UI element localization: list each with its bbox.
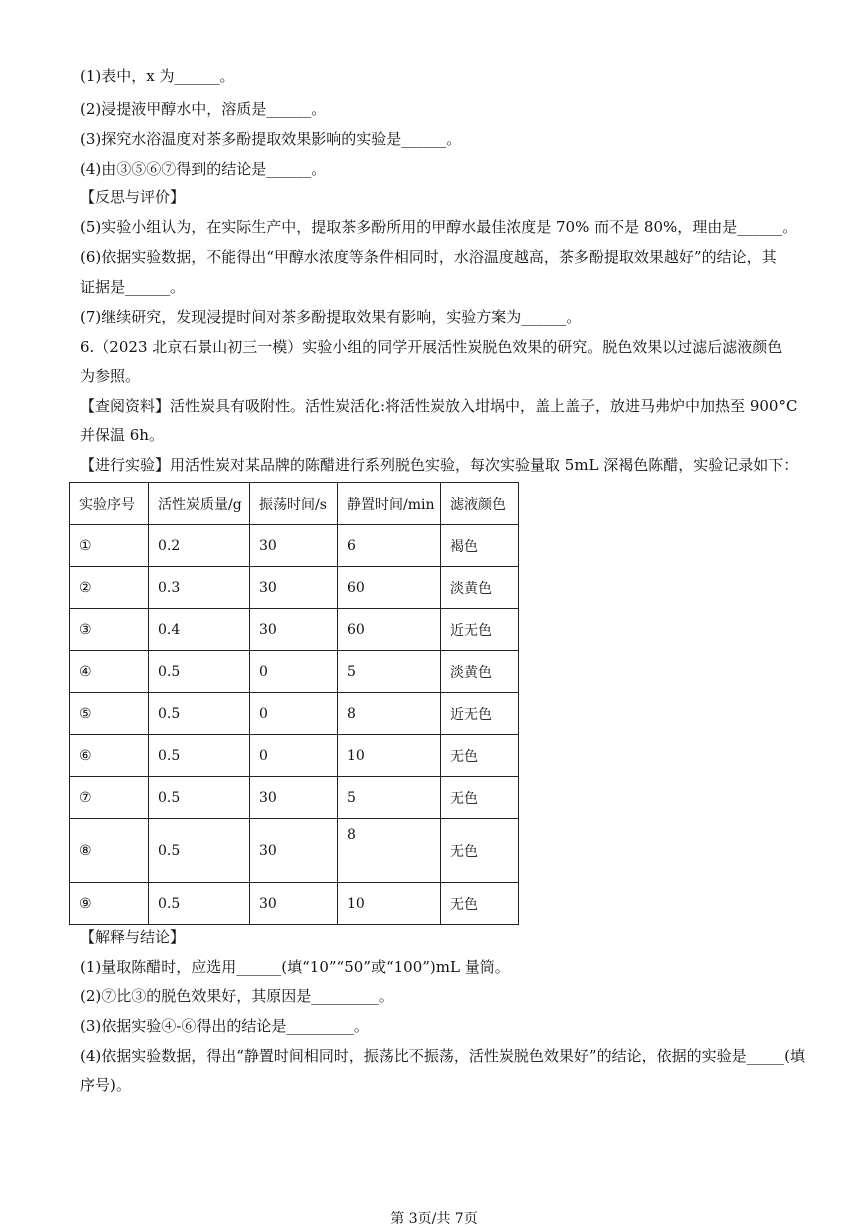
question-6-line2: 证据是______。 bbox=[80, 278, 186, 296]
table-cell: ⑤ bbox=[70, 693, 149, 735]
problem-6-line1: 6.（2023 北京石景山初三一模）实验小组的同学开展活性炭脱色效果的研究。脱色效果以过滤后滤液颜色 bbox=[80, 338, 783, 356]
table-cell: 0.5 bbox=[149, 735, 250, 777]
conclusion-3: (3)依据实验④-⑥得出的结论是_________。 bbox=[80, 1017, 369, 1035]
table-header-row bbox=[70, 483, 519, 525]
table-row bbox=[70, 525, 519, 567]
table-row bbox=[70, 567, 519, 609]
question-6-line1: (6)依据实验数据，不能得出“甲醇水浓度等条件相同时，水浴温度越高，茶多酚提取效果越好”的结论，其 bbox=[80, 248, 777, 266]
table-header-cell: 静置时间/min bbox=[338, 483, 441, 525]
table-cell: 0.5 bbox=[149, 651, 250, 693]
table-cell: ② bbox=[70, 567, 149, 609]
section-heading-conclusion: 【解释与结论】 bbox=[80, 928, 186, 946]
table-cell: ① bbox=[70, 525, 149, 567]
table-row bbox=[70, 651, 519, 693]
question-1: (1)表中，x 为______。 bbox=[80, 67, 235, 85]
table-cell: 5 bbox=[338, 777, 441, 819]
problem-6-line2: 为参照。 bbox=[80, 367, 141, 385]
table-cell: 无色 bbox=[441, 777, 519, 819]
conclusion-2: (2)⑦比③的脱色效果好，其原因是_________。 bbox=[80, 987, 394, 1005]
reference-line1: 【查阅资料】活性炭具有吸附性。活性炭活化:将活性炭放入坩埚中，盖上盖子，放进马弗炉中加热至 900°C bbox=[80, 397, 798, 415]
table-header-cell: 活性炭质量/g bbox=[149, 483, 250, 525]
question-4: (4)由③⑤⑥⑦得到的结论是______。 bbox=[80, 160, 327, 178]
table-cell: 0.3 bbox=[149, 567, 250, 609]
table-cell: ⑥ bbox=[70, 735, 149, 777]
table-cell: 近无色 bbox=[441, 609, 519, 651]
table-header-cell: 实验序号 bbox=[70, 483, 149, 525]
table-cell: 10 bbox=[338, 735, 441, 777]
question-2: (2)浸提液甲醇水中，溶质是______。 bbox=[80, 100, 327, 118]
table-row bbox=[70, 693, 519, 735]
table-cell: 6 bbox=[338, 525, 441, 567]
table-cell: 无色 bbox=[441, 735, 519, 777]
table-cell: ⑨ bbox=[70, 883, 149, 925]
table-cell: 30 bbox=[250, 525, 338, 567]
table-cell: 30 bbox=[250, 883, 338, 925]
table-cell: 5 bbox=[338, 651, 441, 693]
table-cell: 0.4 bbox=[149, 609, 250, 651]
table-cell: 10 bbox=[338, 883, 441, 925]
table-cell: 近无色 bbox=[441, 693, 519, 735]
table-cell: 30 bbox=[250, 609, 338, 651]
table-cell: 60 bbox=[338, 567, 441, 609]
table-row bbox=[70, 609, 519, 651]
table-cell: 0 bbox=[250, 735, 338, 777]
table-cell: 褐色 bbox=[441, 525, 519, 567]
question-7: (7)继续研究，发现浸提时间对茶多酚提取效果有影响，实验方案为______。 bbox=[80, 308, 582, 326]
conclusion-4-line1: (4)依据实验数据，得出“静置时间相同时，振荡比不振荡，活性炭脱色效果好”的结论，依据的实验是_____(填 bbox=[80, 1047, 805, 1065]
table-row bbox=[70, 819, 519, 883]
table-cell: 0.5 bbox=[149, 777, 250, 819]
table-cell: 0 bbox=[250, 693, 338, 735]
table-cell: 30 bbox=[250, 777, 338, 819]
table-cell: 30 bbox=[250, 567, 338, 609]
table-cell: 8 bbox=[338, 693, 441, 735]
table-cell: 0.5 bbox=[149, 883, 250, 925]
table-cell: 无色 bbox=[441, 819, 519, 883]
table-row bbox=[70, 883, 519, 925]
conclusion-1: (1)量取陈醋时，应选用______(填“10”“50”或“100”)mL 量筒。 bbox=[80, 958, 510, 976]
experiment-table bbox=[69, 482, 519, 925]
table-cell: 淡黄色 bbox=[441, 567, 519, 609]
table-cell: 8 bbox=[338, 819, 441, 883]
question-3: (3)探究水浴温度对茶多酚提取效果影响的实验是______。 bbox=[80, 130, 462, 148]
table-row bbox=[70, 777, 519, 819]
table-header-cell: 滤液颜色 bbox=[441, 483, 519, 525]
table-cell: 60 bbox=[338, 609, 441, 651]
table-cell: 0.2 bbox=[149, 525, 250, 567]
table-cell: ⑧ bbox=[70, 819, 149, 883]
table-header-cell: 振荡时间/s bbox=[250, 483, 338, 525]
experiment-intro: 【进行实验】用活性炭对某品牌的陈醋进行系列脱色实验，每次实验量取 5mL 深褐色陈醋，实验记录如下： bbox=[80, 456, 799, 474]
table-cell: 淡黄色 bbox=[441, 651, 519, 693]
question-5: (5)实验小组认为，在实际生产中，提取茶多酚所用的甲醇水最佳浓度是 70% 而不是 80%，理由是______。 bbox=[80, 218, 798, 236]
conclusion-4-line2: 序号)。 bbox=[80, 1076, 131, 1094]
table-cell: ④ bbox=[70, 651, 149, 693]
table-cell: ⑦ bbox=[70, 777, 149, 819]
table-cell: ③ bbox=[70, 609, 149, 651]
reference-line2: 并保温 6h。 bbox=[80, 426, 164, 444]
table-cell: 0 bbox=[250, 651, 338, 693]
page-number: 第 3页/共 7页 bbox=[390, 1211, 478, 1227]
table-cell: 0.5 bbox=[149, 693, 250, 735]
table-cell: 0.5 bbox=[149, 819, 250, 883]
table-cell: 30 bbox=[250, 819, 338, 883]
table-cell: 无色 bbox=[441, 883, 519, 925]
section-heading-reflection: 【反思与评价】 bbox=[80, 188, 186, 206]
table-row bbox=[70, 735, 519, 777]
